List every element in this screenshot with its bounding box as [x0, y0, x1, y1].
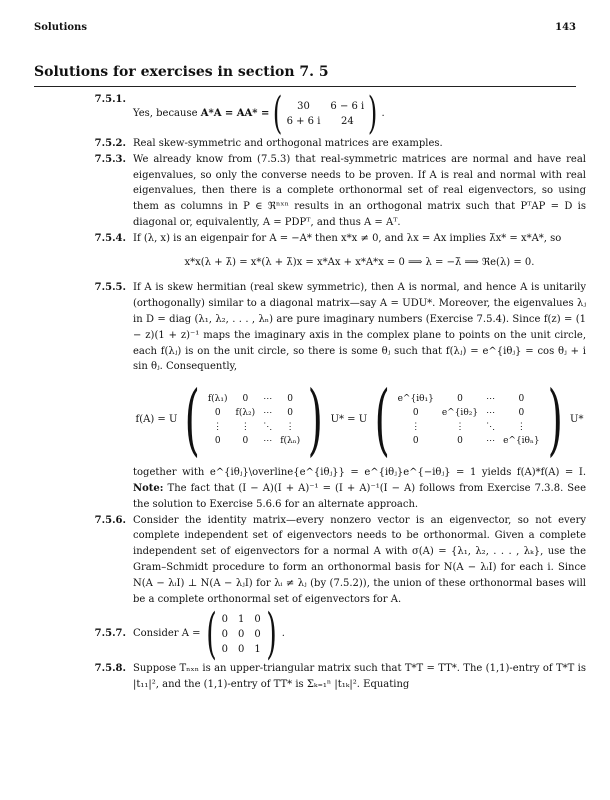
equation-end: .: [281, 628, 285, 640]
matrix-entry: 0: [254, 628, 261, 640]
exercise-text: Suppose Tₙₓₙ is an upper-triangular matrix such that T*T = TT*. The (1,1)-entry of T*T is |t₁₁|², and the (1,1)-entry of TT* is Σₖ₌₁ⁿ |t₁ₖ|². Equating: [133, 663, 586, 691]
exercise-text: Consider the identity matrix—every nonzero vector is an eigenvector, so not every complete independent set of eigenvectors needs to be orthonormal. Given a complete independent set of eigenvectors for a normal A with σ(A) = {λ₁, λ₂, . . . , λₖ}, use the Gram–Schmidt procedure to form an orthonormal basis for N(A − λᵢI) for each i. Since N(A − λᵢI) ⊥ N(A − λⱼI) for λᵢ ≠ λⱼ (by (7.5.2)), the union of these orthonormal bases will be a complete orthonormal set of eigenvectors for A.: [133, 514, 586, 605]
exercise-number: 7.5.4.: [94, 232, 126, 244]
matrix-entry: ⋮: [411, 422, 421, 433]
matrix-entry: 0: [214, 408, 221, 419]
exercise-7-5-3: [34, 152, 586, 231]
exercise-text-continued: [133, 465, 586, 512]
matrix-entry: 24: [340, 116, 354, 127]
matrix-entry: ⋮: [240, 422, 250, 433]
matrix-entry: 0: [412, 408, 419, 419]
matrix-entry: 0: [237, 628, 245, 640]
exercise-number: 7.5.3.: [94, 153, 126, 165]
display-equation: [133, 375, 586, 466]
matrix-entry: e^{iθ₂}: [441, 408, 479, 419]
matrix-entry: 0: [221, 628, 228, 640]
right-paren: ): [265, 602, 277, 666]
matrix-entry: 1: [237, 613, 245, 625]
left-paren: (: [273, 88, 283, 139]
matrix-entry: 0: [518, 394, 525, 405]
matrix-entry: e^{iθₙ}: [503, 436, 540, 447]
matrix-entry: ⋯: [486, 436, 496, 447]
matrix-entry: ⋯: [263, 436, 273, 447]
exercise-7-5-8: [34, 661, 586, 693]
page-number: 143: [555, 22, 576, 33]
running-head-title: Solutions: [34, 22, 87, 33]
matrix-entry: ⋯: [486, 394, 496, 405]
solutions-content: [34, 88, 586, 693]
exercise-text: If A is skew hermitian (real skew symmetric), then A is normal, and hence A is unitarily (orthogonally) similar to a diagonal matrix—say A = UDU*. Moreover, the eigenvalues λⱼ in D = diag (λ₁, λ₂, . . . , λₙ) are pure imaginary numbers (Exercise 7.5.4). Since f(z) = (1 − z)(1 + z)⁻¹ maps the imaginary axis in the complex plane to points on the unit circle, each f(λⱼ) is on the unit circle, so there is some θⱼ such that f(λⱼ) = e^{iθⱼ} = cos θⱼ + i sin θⱼ. Consequently,: [133, 282, 586, 373]
matrix-entry: 0: [254, 613, 261, 625]
exercise-body: [133, 602, 586, 666]
running-head: [34, 22, 576, 33]
matrix-3x3: [222, 612, 261, 657]
diagonal-matrix-f: [208, 392, 300, 448]
right-paren: ): [307, 375, 323, 466]
matrix-entry: ⋮: [213, 422, 223, 433]
exercise-text: together with e^{iθⱼ}\overline{e^{iθⱼ}} = e^{iθⱼ}e^{−iθⱼ} = 1 yields f(A)*f(A) = I.: [133, 467, 586, 479]
matrix-entry: f(λ₂): [235, 408, 256, 419]
matrix-entry: 0: [287, 394, 294, 405]
exercise-text: Consider A =: [133, 628, 201, 640]
matrix-entry: ⋯: [263, 394, 273, 405]
note-label: Note:: [133, 482, 164, 494]
diagonal-matrix-exp: [398, 392, 540, 448]
matrix-entry: 0: [518, 408, 525, 419]
matrix-entry: 0: [237, 643, 245, 655]
exercise-text: If (λ, x) is an eigenpair for A = −A* then x*x ≠ 0, and λx = Ax implies λ̄x* = x*A*, so: [133, 232, 562, 244]
exercise-7-5-7: [34, 602, 586, 666]
matrix-entry: 6 + 6 i: [286, 116, 321, 127]
equation-end: U*: [570, 414, 584, 426]
left-paren: (: [205, 602, 217, 666]
matrix-entry: ⋮: [516, 422, 526, 433]
matrix-entry: 0: [242, 394, 249, 405]
exercise-text: Yes, because: [133, 108, 198, 120]
equation-lhs: f(A) = U: [135, 414, 178, 426]
section-title: Solutions for exercises in section 7. 5: [34, 64, 329, 80]
matrix-entry: ⋱: [263, 422, 273, 433]
equation-end: .: [381, 108, 385, 120]
equation-lhs: A*A = AA* =: [200, 108, 270, 120]
exercise-number: 7.5.5.: [94, 282, 126, 294]
exercise-body: [133, 231, 586, 281]
exercise-body: [133, 88, 586, 139]
matrix-entry: 30: [297, 101, 310, 112]
section-rule: [34, 86, 576, 87]
right-paren: ): [547, 375, 563, 466]
matrix-2x2: [287, 99, 365, 129]
equation-middle: U* = U: [330, 414, 368, 426]
matrix-entry: 0: [214, 436, 221, 447]
exercise-number: 7.5.7.: [94, 628, 126, 640]
matrix-entry: e^{iθ₁}: [397, 394, 434, 405]
matrix-entry: 0: [457, 394, 463, 405]
left-paren: (: [185, 375, 201, 466]
matrix-entry: 0: [221, 613, 228, 625]
exercise-number: 7.5.6.: [94, 514, 126, 526]
exercise-number: 7.5.2.: [94, 138, 126, 149]
matrix-entry: f(λₙ): [280, 436, 301, 447]
matrix-entry: 0: [221, 643, 228, 655]
matrix-entry: 0: [242, 436, 249, 447]
matrix-entry: 1: [254, 643, 261, 655]
right-paren: ): [368, 88, 378, 139]
matrix-entry: ⋮: [285, 422, 295, 433]
exercise-7-5-1: [34, 88, 586, 139]
exercise-7-5-5: [34, 280, 586, 512]
matrix-entry: 0: [287, 408, 294, 419]
exercise-7-5-6: [34, 513, 586, 608]
matrix-entry: 6 − 6 i: [330, 101, 365, 112]
matrix-entry: f(λ₁): [207, 394, 228, 405]
matrix-entry: 0: [457, 436, 463, 447]
matrix-entry: ⋯: [263, 408, 273, 419]
exercise-text: We already know from (7.5.3) that real-symmetric matrices are normal and have real eigenvalues, so only the converse needs to be proven. If A is real and normal with real eigenvalues, then there is a complete orthonormal set of real eigenvectors, so using them as columns in P ∈ ℜⁿˣⁿ results in an orthogonal matrix such that PᵀAP = D is diagonal or, equivalently, A = PDPᵀ, and thus A = Aᵀ.: [133, 153, 586, 228]
exercise-body: [133, 280, 586, 512]
exercise-7-5-2: [34, 136, 586, 152]
matrix-entry: ⋱: [486, 422, 496, 433]
exercise-text: Real skew-symmetric and orthogonal matrices are examples.: [133, 138, 443, 149]
exercise-number: 7.5.1.: [94, 94, 126, 105]
matrix-entry: 0: [412, 436, 419, 447]
left-paren: (: [374, 375, 390, 466]
display-equation: x*x(λ + λ̄) = x*(λ + λ̄)x = x*Ax + x*A*x = 0 ⟹ λ = −λ̄ ⟹ ℜe(λ) = 0.: [184, 256, 535, 268]
exercise-number: 7.5.8.: [94, 663, 126, 675]
note-text: The fact that (I − A)(I + A)⁻¹ = (I + A)⁻¹(I − A) follows from Exercise 7.3.8. See the solution to Exercise 5.6.6 for an alternate approach.: [133, 482, 586, 510]
matrix-entry: ⋯: [486, 408, 496, 419]
matrix-entry: ⋮: [455, 422, 465, 433]
exercise-7-5-4: [34, 231, 586, 281]
